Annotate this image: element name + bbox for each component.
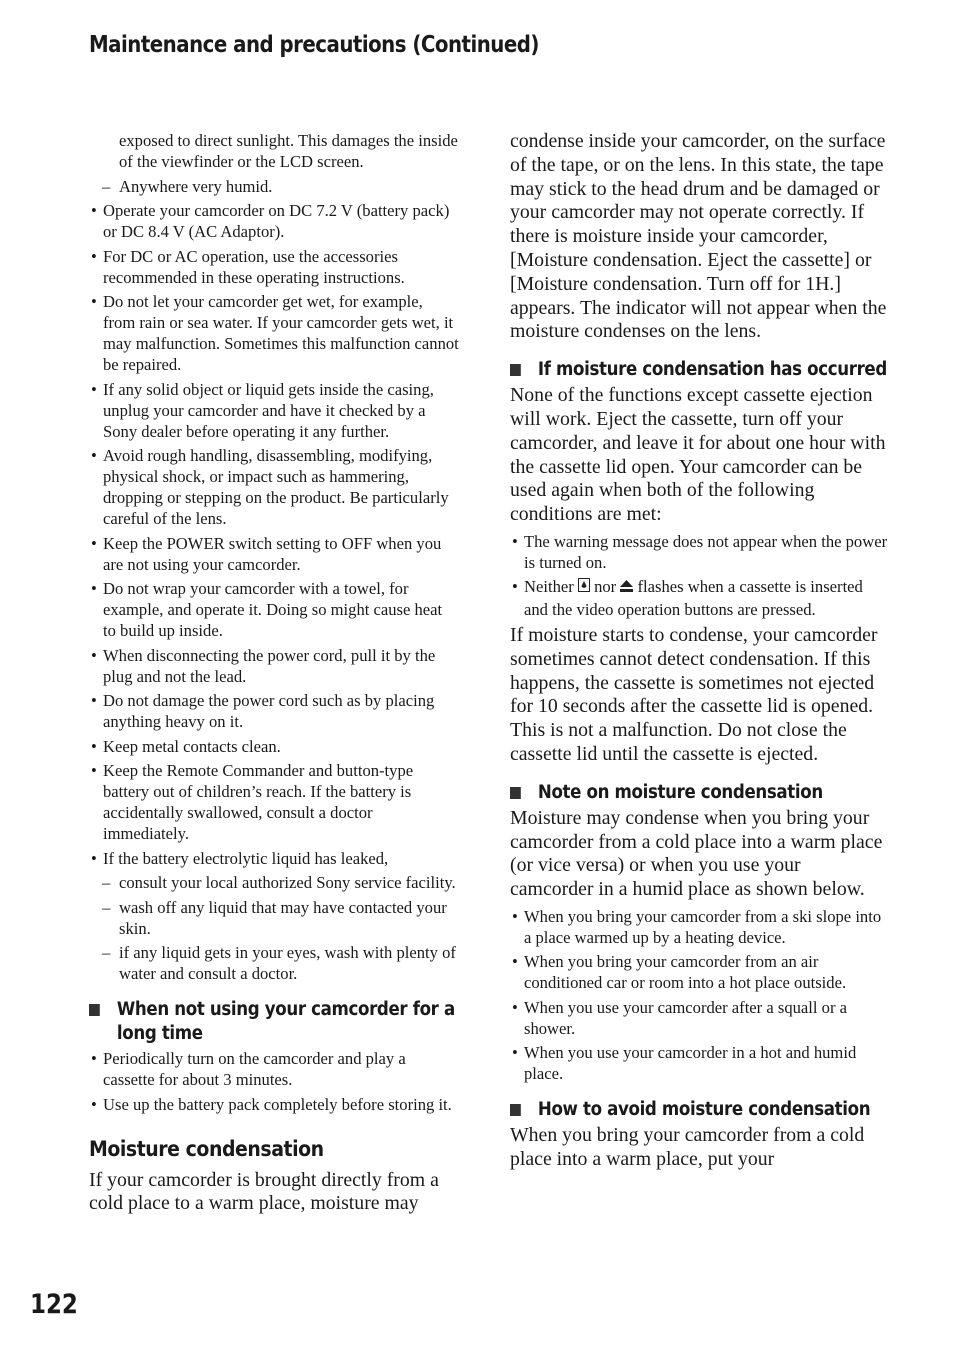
list-item: • Periodically turn on the camcorder and play a cassette for about 3 minutes. — [89, 1048, 459, 1090]
moisture-intro-text: If your camcorder is brought directly from a cold place to a warm place, moisture may — [89, 1168, 439, 1215]
subheading-note — [510, 781, 898, 805]
list-text: Neither — [524, 577, 574, 597]
subheading-text: Note on moisture condensation — [537, 781, 823, 803]
page-number: 122 — [30, 1289, 78, 1320]
dash-item: – consult your local authorized Sony service facility. — [89, 872, 459, 893]
list-item: • For DC or AC operation, use the accessories recommended in these operating instructions. — [89, 246, 459, 288]
list-text: nor — [594, 577, 617, 597]
list-item: • Do not wrap your camcorder with a towel, for example, and operate it. Doing so might cause heat to build up inside. — [89, 578, 459, 641]
subheading-text: How to avoid moisture condensation — [537, 1099, 871, 1121]
not-using-list — [89, 1048, 459, 1115]
square-bullet-icon — [89, 1004, 100, 1016]
list-item: • Keep metal contacts clean. — [89, 736, 459, 757]
list-item: • Keep the POWER switch setting to OFF when you are not using your camcorder. — [89, 533, 459, 575]
note-text: Moisture may condense when you bring your camcorder from a cold place into a warm place (or vice versa) or when you use your camcorder in a humid place as shown below. — [510, 806, 883, 901]
section-heading-moisture: Moisture condensation — [89, 1136, 324, 1161]
subheading-text: If moisture condensation has occurred — [537, 359, 887, 381]
dash-item: – wash off any liquid that may have contacted your skin. — [89, 897, 459, 939]
square-bullet-icon — [510, 787, 521, 799]
humid-dash-list — [89, 176, 459, 197]
subheading-not-using — [89, 998, 477, 1046]
square-bullet-icon — [510, 1104, 521, 1116]
list-item: • When you bring your camcorder from an air conditioned car or room into a hot place outside. — [510, 951, 888, 993]
list-item: • If any solid object or liquid gets inside the casing, unplug your camcorder and have it checked by a Sony dealer before operating it any further. — [89, 379, 459, 442]
dash-item: – if any liquid gets in your eyes, wash with plenty of water and consult a doctor. — [89, 942, 459, 984]
subheading-avoid — [510, 1098, 898, 1122]
precautions-list — [89, 200, 459, 869]
subheading-text: When not using your camcorder for a long time — [116, 999, 455, 1044]
eject-icon — [620, 578, 633, 599]
continued-text: exposed to direct sunlight. This damages the inside of the viewfinder or the LCD screen. — [119, 131, 458, 171]
moisture-icon — [578, 578, 590, 599]
list-text: flashes when a cassette is inserted and the video operation buttons are pressed. — [524, 577, 863, 620]
left-column — [89, 130, 459, 1216]
leak-dash-list — [89, 872, 459, 984]
list-item: • Avoid rough handling, disassembling, modifying, physical shock, or impact such as hammering, dropping or stepping on the product. Be particularly careful of the lens. — [89, 445, 459, 529]
page-header-title: Maintenance and precautions (Continued) — [89, 32, 539, 58]
list-item: • If the battery electrolytic liquid has leaked, — [89, 848, 459, 869]
subheading-occurred — [510, 358, 898, 382]
list-item: • When disconnecting the power cord, pull it by the plug and not the lead. — [89, 645, 459, 687]
list-item: • Operate your camcorder on DC 7.2 V (battery pack) or DC 8.4 V (AC Adaptor). — [89, 200, 459, 242]
dash-item: – Anywhere very humid. — [89, 176, 459, 197]
list-item: • Do not let your camcorder get wet, for example, from rain or sea water. If your camcorder gets wet, it may malfunction. Sometimes this malfunction cannot be repaired. — [89, 291, 459, 375]
avoid-text: When you bring your camcorder from a cold place into a warm place, put your — [510, 1124, 865, 1171]
list-item: • Keep the Remote Commander and button-type battery out of children’s reach. If the battery is accidentally swallowed, consult a doctor immediately. — [89, 760, 459, 844]
humid-places-list — [510, 906, 888, 1085]
list-item: • When you use your camcorder in a hot and humid place. — [510, 1042, 888, 1084]
list-item-neither — [510, 576, 888, 620]
list-item: • Do not damage the power cord such as by placing anything heavy on it. — [89, 690, 459, 732]
moisture-intro-continued: condense inside your camcorder, on the surface of the tape, or on the lens. In this state, the tape may stick to the head drum and be damaged or your camcorder may not operate correctly. If there is moisture inside your camcorder, [Moisture condensation. Eject the cassette] or [Moisture condensation. Turn off for 1H.] appears. The indicator will not appear when the moisture condenses on the lens. — [510, 130, 887, 343]
conditions-list — [510, 531, 888, 621]
list-item: • When you use your camcorder after a squall or a shower. — [510, 997, 888, 1039]
occurred-text: None of the functions except cassette ejection will work. Eject the cassette, turn off your camcorder, and leave it for about one hour with the cassette lid open. Your camcorder can be used again when both of the following conditions are met: — [510, 384, 886, 526]
square-bullet-icon — [510, 364, 521, 376]
list-item: • The warning message does not appear when the power is turned on. — [510, 531, 888, 573]
occurred-after-text: If moisture starts to condense, your camcorder sometimes cannot detect condensation. If this happens, the cassette is sometimes not ejected for 10 seconds after the cassette lid is opened. This is not a malfunction. Do not close the cassette lid until the cassette is ejected. — [510, 623, 878, 765]
list-item: • Use up the battery pack completely before storing it. — [89, 1094, 459, 1115]
right-column — [510, 130, 888, 1172]
list-item: • When you bring your camcorder from a ski slope into a place warmed up by a heating device. — [510, 906, 888, 948]
